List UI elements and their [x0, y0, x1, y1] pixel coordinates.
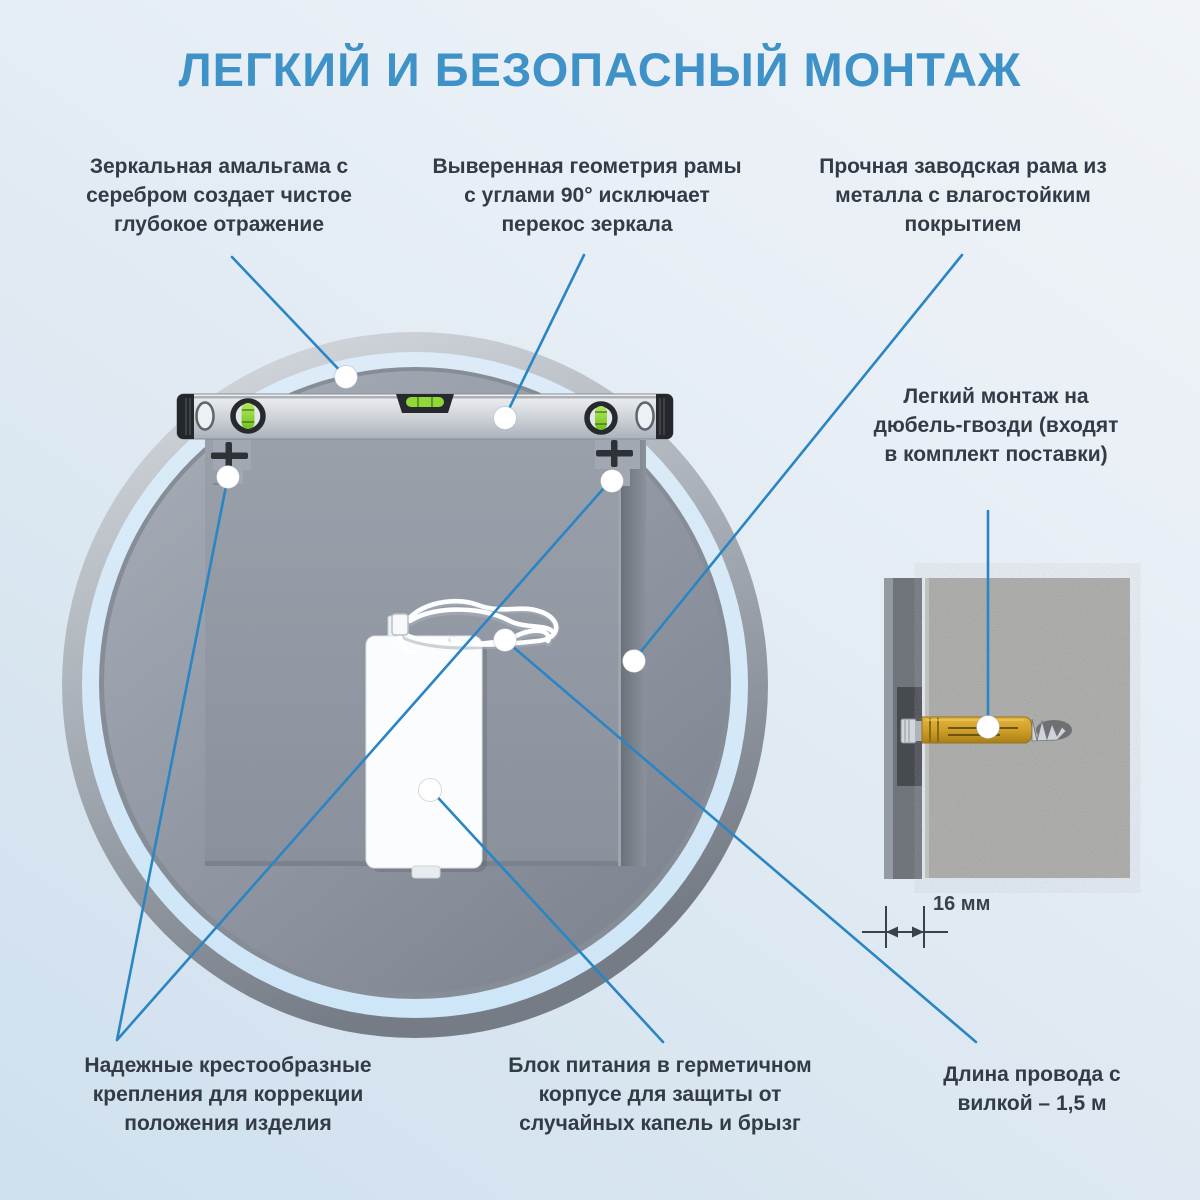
annotation-frame: Прочная заводская рама из металла с влагостойким покрытием	[819, 155, 1107, 236]
level-vial-right	[587, 404, 615, 432]
callout-dot-amalgam	[335, 366, 358, 389]
callout-dot-bracket-right	[601, 470, 624, 493]
annotation-dowels: Легкий монтаж на дюбель-гвозди (входят в комплект поставки)	[873, 385, 1119, 466]
callout-dot-bracket-left	[217, 466, 240, 489]
annotation-amalgam: Зеркальная амальгама с серебром создает чистое глубокое отражение	[86, 155, 352, 236]
frame-rail-highlight	[618, 440, 621, 866]
callout-dot-dowel	[977, 716, 1000, 739]
depth-dimension-label: 16 мм	[933, 893, 991, 915]
spirit-level	[177, 394, 673, 439]
hanging-slot-right	[637, 403, 654, 430]
screw-head	[901, 719, 922, 743]
dimension-arrow-right	[912, 927, 924, 938]
annotation-geometry: Выверенная геометрия рамы с углами 90° исключает перекос зеркала	[432, 155, 742, 236]
callout-dot-frame	[623, 650, 646, 673]
callout-dot-geometry	[494, 407, 517, 430]
annotation-fasteners: Надежные крестообразные крепления для коррекции положения изделия	[84, 1054, 372, 1135]
level-vial-left	[233, 401, 263, 431]
annotation-cord: Длина провода с вилкой – 1,5 м	[943, 1063, 1121, 1115]
level-vial-top	[396, 394, 454, 413]
dimension-arrow-left	[886, 927, 898, 938]
power-supply-box	[366, 616, 487, 878]
hanging-slot-left	[197, 403, 214, 430]
page-title: ЛЕГКИЙ И БЕЗОПАСНЫЙ МОНТАЖ	[178, 43, 1022, 96]
annotation-power-supply: Блок питания в герметичном корпусе для защиты от случайных капель и брызг	[508, 1054, 812, 1135]
cable-plug	[392, 614, 408, 635]
callout-dot-power-box	[419, 779, 442, 802]
mirror-profile-outer	[884, 578, 893, 879]
callout-dot-cable	[494, 629, 517, 652]
